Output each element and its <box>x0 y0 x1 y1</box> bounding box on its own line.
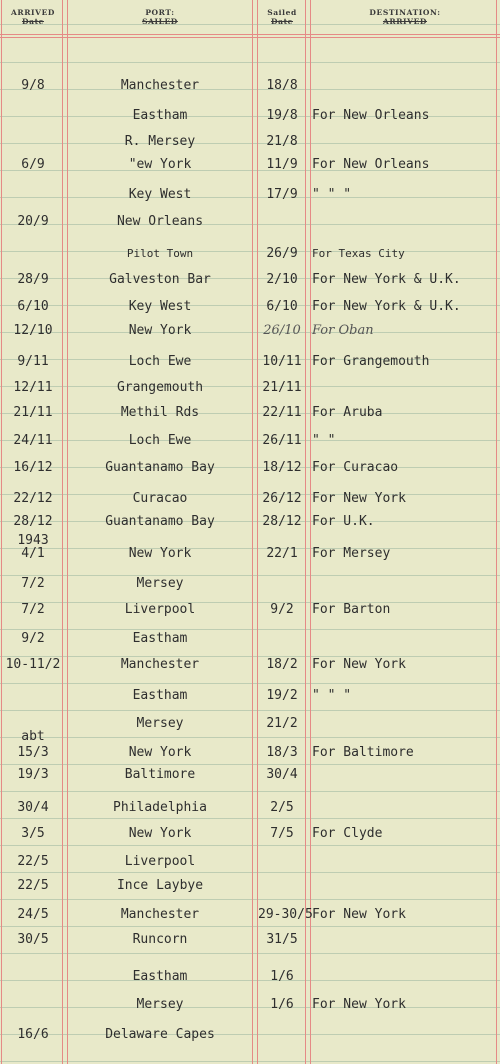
row-port-cell: Liverpool <box>124 602 196 617</box>
row-arrived-cell: 19/3 <box>17 767 49 782</box>
header-destination-sub: ARRIVED <box>382 17 428 26</box>
row-arrived-cell: 6/10 <box>17 299 49 314</box>
header-arrived-sub: Date <box>22 17 44 26</box>
row-dest-cell: For Grangemouth <box>312 354 430 369</box>
row-sailed-cell: 7/5 <box>270 826 294 841</box>
header-destination-label: DESTINATION: <box>369 8 441 17</box>
row-arrived-cell: 30/5 <box>17 932 49 947</box>
row-sailed-cell: 21/11 <box>262 380 302 395</box>
row-port-cell: Manchester <box>120 907 200 922</box>
row-arrived-cell: 10-11/2 <box>5 657 61 672</box>
row-port-cell: Manchester <box>120 657 200 672</box>
row-sailed-cell: 26/12 <box>262 491 302 506</box>
row-port-cell: Grangemouth <box>116 380 204 395</box>
row-sailed-cell: 18/3 <box>266 745 298 760</box>
row-sailed-cell: 11/9 <box>266 157 298 172</box>
row-port-cell: New York <box>128 826 192 841</box>
row-arrived-cell: 30/4 <box>17 800 49 815</box>
header-arrived-label: ARRIVED <box>10 8 56 17</box>
row-sailed-cell: 1/6 <box>270 997 294 1012</box>
row-arrived-cell: 16/12 <box>13 460 53 475</box>
row-arrived-cell: abt <box>21 729 45 744</box>
row-port-cell: Pilot Town <box>126 247 194 260</box>
row-arrived-cell: 9/8 <box>21 78 45 93</box>
row-arrived-cell: 1943 <box>17 533 49 548</box>
row-dest-cell: For Curacao <box>312 460 399 475</box>
row-dest-cell: For New York <box>312 657 406 672</box>
row-arrived-cell: 20/9 <box>17 214 49 229</box>
header-port-sub: SAILED <box>142 17 178 26</box>
row-port-cell: Ince Laybye <box>116 878 204 893</box>
row-port-cell: "ew York <box>128 157 192 172</box>
row-dest-cell: For New Orleans <box>312 108 430 123</box>
row-dest-cell: For Clyde <box>312 826 383 841</box>
header-rule <box>0 37 500 38</box>
row-port-cell: New York <box>128 745 192 760</box>
row-arrived-cell: 9/11 <box>17 354 49 369</box>
header-sailed-sub: Date <box>271 17 293 26</box>
row-port-cell: Mersey <box>136 997 184 1012</box>
row-dest-cell: " " " <box>312 187 352 202</box>
row-arrived-cell: 7/2 <box>21 602 45 617</box>
row-port-cell: New York <box>128 546 192 561</box>
row-arrived-cell: 21/11 <box>13 405 53 420</box>
row-arrived-cell: 22/5 <box>17 854 49 869</box>
row-port-cell: Baltimore <box>124 767 196 782</box>
row-sailed-cell: 29-30/5 <box>258 907 313 922</box>
row-sailed-cell: 10/11 <box>262 354 302 369</box>
header-port <box>70 8 250 26</box>
row-dest-cell: For Aruba <box>312 405 383 420</box>
row-sailed-cell: 28/12 <box>262 514 302 529</box>
row-arrived-cell: 22/12 <box>13 491 53 506</box>
row-dest-cell: For Oban <box>312 323 374 338</box>
row-arrived-cell: 22/5 <box>17 878 49 893</box>
row-dest-cell: " " " <box>312 688 352 703</box>
row-port-cell: Guantanamo Bay <box>105 460 215 475</box>
row-dest-cell: For New Orleans <box>312 157 430 172</box>
row-port-cell: Loch Ewe <box>128 433 192 448</box>
row-sailed-cell: 22/11 <box>262 405 302 420</box>
row-arrived-cell: 24/11 <box>13 433 53 448</box>
row-port-cell: Methil Rds <box>120 405 200 420</box>
row-dest-cell: For U.K. <box>312 514 375 529</box>
row-dest-cell: " " <box>312 433 336 448</box>
row-sailed-cell: 26/10 <box>263 323 301 338</box>
row-port-cell: Key West <box>128 299 192 314</box>
header-arrived <box>4 8 62 26</box>
row-sailed-cell: 6/10 <box>266 299 298 314</box>
row-arrived-cell: 7/2 <box>21 576 45 591</box>
row-dest-cell: For New York <box>312 997 406 1012</box>
row-dest-cell: For New York & U.K. <box>312 299 461 314</box>
row-sailed-cell: 26/9 <box>266 246 298 261</box>
header-rule <box>0 34 500 35</box>
row-port-cell: Eastham <box>132 108 188 123</box>
row-arrived-cell: 16/6 <box>17 1027 49 1042</box>
row-sailed-cell: 21/8 <box>266 134 298 149</box>
row-sailed-cell: 21/2 <box>266 716 298 731</box>
row-sailed-cell: 9/2 <box>270 602 294 617</box>
row-sailed-cell: 17/9 <box>266 187 298 202</box>
row-arrived-cell: 4/1 <box>21 546 45 561</box>
row-port-cell: New York <box>128 323 192 338</box>
row-arrived-cell: 12/10 <box>13 323 53 338</box>
row-port-cell: Philadelphia <box>113 800 207 815</box>
header-port-label: PORT: <box>145 8 175 17</box>
row-sailed-cell: 19/8 <box>266 108 298 123</box>
row-port-cell: R. Mersey <box>124 134 196 149</box>
row-port-cell: Loch Ewe <box>128 354 192 369</box>
row-port-cell: Eastham <box>132 631 188 646</box>
row-port-cell: Manchester <box>120 78 200 93</box>
column-rule <box>62 0 68 1064</box>
row-sailed-cell: 2/10 <box>266 272 298 287</box>
row-arrived-cell: 24/5 <box>17 907 49 922</box>
row-arrived-cell: 28/9 <box>17 272 49 287</box>
row-port-cell: Guantanamo Bay <box>105 514 215 529</box>
row-arrived-cell: 9/2 <box>21 631 45 646</box>
row-dest-cell: For New York <box>312 491 406 506</box>
row-dest-cell: For Barton <box>312 602 391 617</box>
row-port-cell: Liverpool <box>124 854 196 869</box>
row-sailed-cell: 30/4 <box>266 767 298 782</box>
row-port-cell: Galveston Bar <box>109 272 211 287</box>
row-port-cell: Key West <box>128 187 192 202</box>
row-port-cell: Mersey <box>136 576 184 591</box>
row-dest-cell: For Mersey <box>312 546 391 561</box>
row-port-cell: Runcorn <box>132 932 188 947</box>
row-sailed-cell: 19/2 <box>266 688 298 703</box>
row-dest-cell: For Baltimore <box>312 745 414 760</box>
row-sailed-cell: 1/6 <box>270 969 294 984</box>
row-sailed-cell: 31/5 <box>266 932 298 947</box>
row-dest-cell: For New York <box>312 907 406 922</box>
row-sailed-cell: 18/2 <box>266 657 298 672</box>
row-sailed-cell: 26/11 <box>262 433 302 448</box>
row-port-cell: Mersey <box>136 716 184 731</box>
row-arrived-cell: 3/5 <box>21 826 45 841</box>
header-sailed <box>258 8 306 26</box>
row-dest-cell: For Texas City <box>312 247 405 260</box>
row-arrived-cell: 12/11 <box>13 380 53 395</box>
row-dest-cell: For New York & U.K. <box>312 272 461 287</box>
margin-rule <box>1 0 2 1064</box>
row-sailed-cell: 18/8 <box>266 78 298 93</box>
row-arrived-cell: 28/12 <box>13 514 53 529</box>
row-sailed-cell: 22/1 <box>266 546 298 561</box>
row-sailed-cell: 2/5 <box>270 800 294 815</box>
row-arrived-cell: 6/9 <box>21 157 45 172</box>
header-sailed-label: Sailed <box>267 8 297 17</box>
row-port-cell: New Orleans <box>116 214 204 229</box>
row-arrived-cell: 15/3 <box>17 745 49 760</box>
header-destination <box>312 8 498 26</box>
row-sailed-cell: 18/12 <box>262 460 302 475</box>
row-port-cell: Eastham <box>132 969 188 984</box>
row-port-cell: Eastham <box>132 688 188 703</box>
row-port-cell: Delaware Capes <box>105 1027 215 1042</box>
row-port-cell: Curacao <box>132 491 188 506</box>
